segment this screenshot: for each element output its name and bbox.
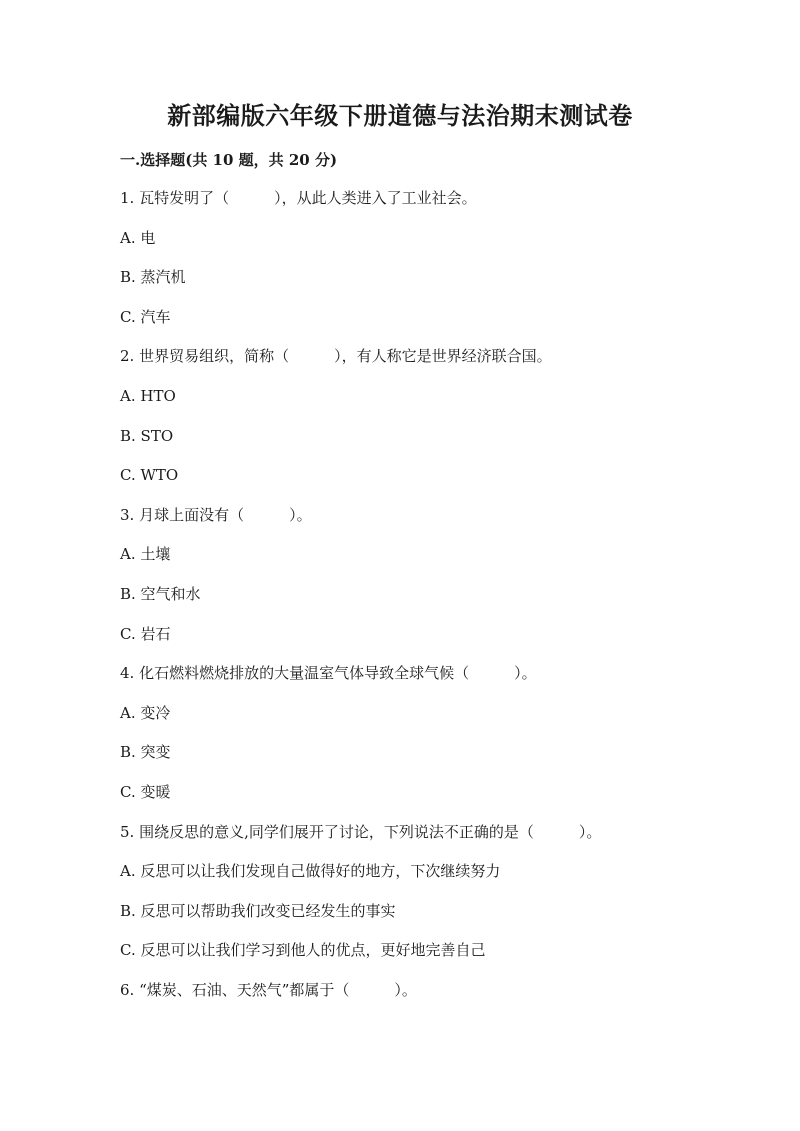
question-6-stem: 6. “煤炭、石油、天然气”都属于（ ）。 xyxy=(120,981,417,999)
question-2-option-c: C. WTO xyxy=(120,466,179,484)
question-3-option-b: B. 空气和水 xyxy=(120,585,201,603)
question-2-option-a: A. HTO xyxy=(120,387,176,405)
question-1-option-a: A. 电 xyxy=(120,229,156,247)
question-5-stem: 5. 围绕反思的意义,同学们展开了讨论，下列说法不正确的是（ ）。 xyxy=(120,823,602,841)
question-2-option-b: B. STO xyxy=(120,427,174,445)
question-1-option-c: C. 汽车 xyxy=(120,308,171,326)
question-2-stem: 2. 世界贸易组织，简称（ ），有人称它是世界经济联合国。 xyxy=(120,347,552,365)
question-3-stem: 3. 月球上面没有（ ）。 xyxy=(120,506,312,524)
question-5-option-a: A. 反思可以让我们发现自己做得好的地方，下次继续努力 xyxy=(120,862,501,880)
section-heading: 一.选择题(共 10 题，共 20 分) xyxy=(120,151,338,169)
question-5-option-c: C. 反思可以让我们学习到他人的优点，更好地完善自己 xyxy=(120,941,486,959)
question-4-option-c: C. 变暖 xyxy=(120,783,171,801)
question-4-option-a: A. 变冷 xyxy=(120,704,171,722)
question-3-option-c: C. 岩石 xyxy=(120,625,171,643)
page-title: 新部编版六年级下册道德与法治期末测试卷 xyxy=(167,101,633,130)
question-1-stem: 1. 瓦特发明了（ ），从此人类进入了工业社会。 xyxy=(120,189,477,207)
question-1-option-b: B. 蒸汽机 xyxy=(120,268,186,286)
question-4-option-b: B. 突变 xyxy=(120,743,171,761)
question-3-option-a: A. 土壤 xyxy=(120,545,171,563)
question-4-stem: 4. 化石燃料燃烧排放的大量温室气体导致全球气候（ ）。 xyxy=(120,664,537,682)
question-5-option-b: B. 反思可以帮助我们改变已经发生的事实 xyxy=(120,902,396,920)
